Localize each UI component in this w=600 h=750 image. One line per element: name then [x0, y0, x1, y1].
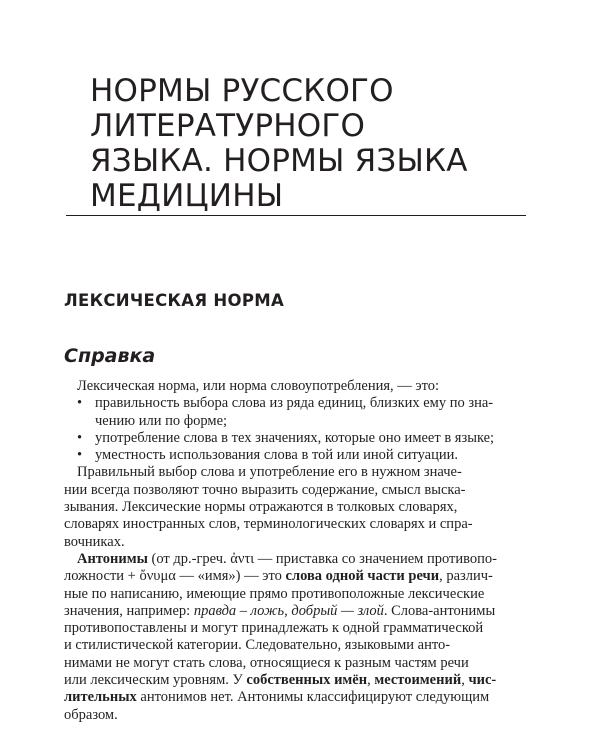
paragraph-line: словарях иностранных слов, терминологических словарях и спра-	[64, 516, 473, 533]
reference-label: Справка	[64, 345, 156, 367]
body-text	[64, 378, 532, 724]
antonyms-text: (от др.-греч. ἀντι — приставка со значением противопо-	[147, 550, 497, 567]
antonyms-text: ,	[461, 672, 469, 689]
bullet-icon: •	[77, 429, 83, 446]
chapter-title	[90, 74, 570, 214]
antonyms-line: образом.	[64, 706, 118, 723]
paragraph-line: вочниках.	[64, 533, 125, 550]
bullet-text: уместность использования слова в той или иной ситуации.	[95, 447, 459, 464]
antonyms-emphasis: чис-	[468, 672, 497, 689]
antonyms-text: или лексическим уровням. У	[64, 672, 247, 689]
antonyms-emphasis: лительных	[64, 689, 137, 706]
bullet-item	[64, 430, 532, 447]
antonyms-term: Антонимы	[77, 550, 148, 567]
antonyms-line	[64, 672, 532, 689]
antonyms-text: ложности + ὄνυμα — «имя») — это	[64, 568, 286, 585]
antonyms-emphasis: местоимений	[374, 672, 462, 689]
antonyms-line	[64, 568, 532, 585]
antonyms-line: и стилистической категории. Следовательно, языковыми анто-	[64, 637, 451, 654]
antonyms-text: ,	[367, 672, 375, 689]
chapter-title-line: МЕДИЦИНЫ	[90, 178, 284, 214]
bullet-item	[64, 447, 532, 464]
chapter-title-line: НОРМЫ РУССКОГО	[90, 73, 394, 109]
bullet-icon: •	[77, 447, 83, 464]
antonyms-emphasis: слова одной части речи	[285, 568, 440, 585]
antonyms-text: . Слова-антонимы	[383, 602, 496, 619]
antonyms-line: противопоставлены и могут принадлежать к одной грамматической	[64, 620, 484, 637]
antonyms-line	[64, 603, 532, 620]
antonyms-text: , различ-	[439, 568, 493, 585]
bullet-text: употребление слова в тех значениях, которые оно имеет в языке;	[95, 429, 495, 446]
antonyms-line: нимами не могут стать слова, относящиеся к разным частям речи	[64, 654, 469, 671]
antonyms-line: ные по написанию, имеющие прямо противоположные лексические	[64, 585, 485, 602]
bullet-text: правильность выбора слова из ряда единиц, близких ему по зна-	[95, 395, 494, 412]
antonyms-emphasis: собственных имён	[246, 672, 368, 689]
title-divider	[66, 215, 526, 216]
paragraph-line: нии всегда позволяют точно выразить содержание, смысл выска-	[64, 481, 466, 498]
intro-line: Лексическая норма, или норма словоупотребления, — это:	[77, 378, 440, 394]
bullet-text-continued: чению или по форме;	[95, 412, 228, 429]
chapter-title-line: ЯЗЫКА. НОРМЫ ЯЗЫКА	[90, 143, 468, 179]
chapter-title-line: ЛИТЕРАТУРНОГО	[90, 108, 366, 144]
antonyms-text: антонимов нет. Антонимы классифицируют следующим	[136, 689, 490, 706]
bullet-icon: •	[77, 395, 83, 412]
antonyms-example: правда – ложь, добрый — злой	[193, 602, 384, 619]
paragraph-line: Правильный выбор слова и употребление его в нужном значе-	[77, 464, 462, 481]
section-heading: ЛЕКСИЧЕСКАЯ НОРМА	[64, 291, 285, 310]
antonyms-line	[64, 551, 532, 568]
paragraph-line: зывания. Лексические нормы отражаются в толковых словарях,	[64, 499, 458, 516]
bullet-item	[64, 395, 532, 412]
antonyms-text: значения, например:	[64, 602, 194, 619]
antonyms-line	[64, 689, 532, 706]
